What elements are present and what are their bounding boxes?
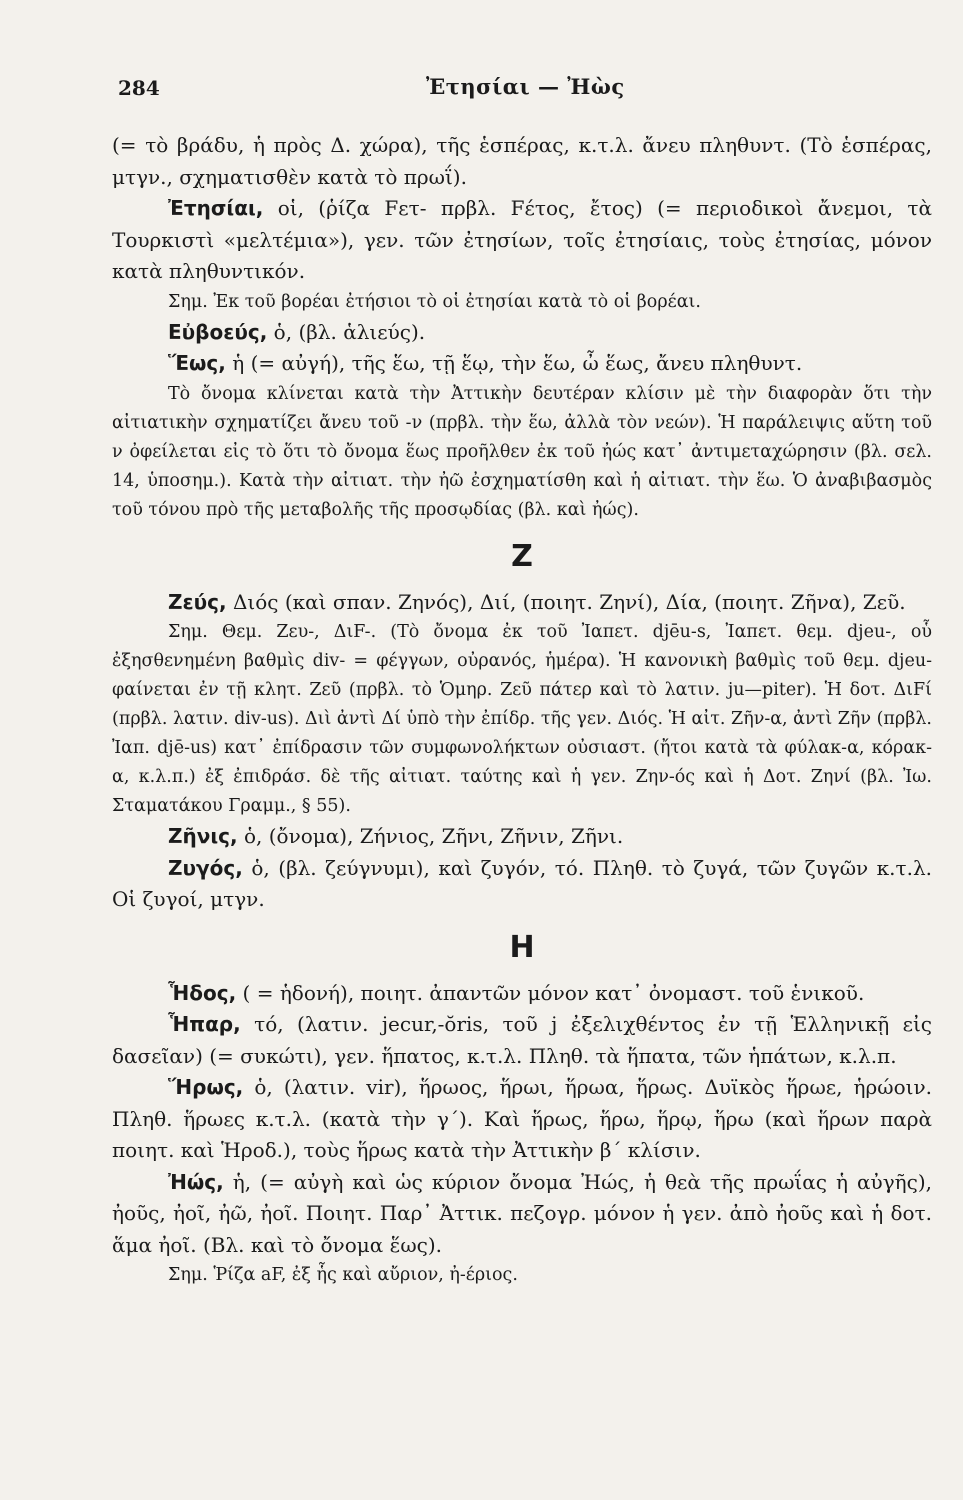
headword: Ἠώς,	[168, 1169, 224, 1194]
headword: Ἧδος,	[168, 980, 237, 1005]
page-body	[112, 130, 932, 1290]
headword: Ἕως,	[168, 351, 226, 375]
entry-hedos	[112, 978, 932, 1010]
entry-text: οἱ, (ῥίζα Fετ- πρβλ. Fέτος, ἔτος) (= περιοδικοὶ ἄνεμοι, τὰ Τουρκιστὶ «μελτέμια»), γεν. τῶν ἐτησίων, τοῖς ἐτησίαις, τοὺς ἐτησίας, μόνον κατὰ πληθυντικόν.	[112, 196, 932, 283]
entry-text: Διός (καὶ σπαν. Ζηνός), Διί, (ποιητ. Ζηνί), Δία, (ποιητ. Ζῆνα), Ζεῦ.	[226, 589, 906, 614]
note-etesiai: Σημ. Ἐκ τοῦ βορέαι ἐτήσιοι τὸ οἱ ἐτησίαι κατὰ τὸ οἱ βορέαι.	[168, 291, 701, 312]
entry-heros	[112, 1072, 932, 1167]
entry-text: ἡ (= αὐγή), τῆς ἕω, τῇ ἕῳ, τὴν ἕω, ὦ ἕως, ἄνευ πληθυντ.	[225, 351, 803, 375]
entry-zeus	[112, 587, 932, 619]
entry-eos	[112, 1167, 932, 1262]
headword: Ἥρως,	[168, 1075, 244, 1099]
note-zeus: Σημ. Θεμ. Ζευ-, ΔιF-. (Τὸ ὄνομα ἐκ τοῦ Ἰαπετ. djēu-s, Ἰαπετ. θεμ. djeu-, οὗ ἐξησθενημένη βαθμὶς div- = φέγγων, οὐρανός, ἡμέρα). Ἡ κανονικὴ βαθμὶς τοῦ θεμ. djeu- φαίνεται ἐν τῇ κλητ. Ζεῦ (πρβλ. τὸ Ὁμηρ. Ζεῦ πάτερ καὶ τὸ λατιν. ju—piter). Ἡ δοτ. ΔιFί (πρβλ. λατιν. div-us). Διὶ ἀντὶ Δί ὑπὸ τὴν ἐπίδρ. τῆς γεν. Διός. Ἡ αἰτ. Ζῆν-α, ἀντὶ Ζῆν (πρβλ. Ἰαπ. djē-us) κατ᾽ ἐπίδρασιν τῶν συμφωνολήκτων οὐσιαστ. (ἤτοι κατὰ τὰ φύλακ-α, κόρακ-α, κ.λ.π.) ἐξ ἐπιδράσ. δὲ τῆς αἰτιατ. ταύτης καὶ ἡ γεν. Ζην-ός καὶ ἡ Δοτ. Ζηνί (βλ. Ἰω. Σταματάκου Γραμμ., § 55).	[112, 622, 932, 816]
entry-text: ἡ, (= αὐγὴ καὶ ὡς κύριον ὄνομα Ἠώς, ἡ θεὰ τῆς πρωΐας ἡ αὐγῆς), ἠοῦς, ἠοῖ, ἠῶ, ἠοῖ. Ποιητ. Παρ᾽ Ἀττικ. πεζογρ. μόνον ἡ γεν. ἀπὸ ἠοῦς καὶ ἡ δοτ. ἅμα ἠοῖ. (Βλ. καὶ τὸ ὄνομα ἕως).	[112, 1169, 932, 1257]
entry-euboeus	[112, 317, 932, 349]
entry-text: ( = ἡδονή), ποιητ. ἀπαντῶν μόνον κατ᾽ ὀνομαστ. τοῦ ἑνικοῦ.	[236, 980, 865, 1005]
entry-heos	[112, 348, 932, 380]
section-letter-eta: Η	[509, 929, 535, 965]
page-header	[118, 72, 923, 108]
headword: Ζῆνις,	[168, 824, 238, 848]
entry-text: ὁ, (βλ. ζεύγνυμι), καὶ ζυγόν, τό. Πληθ. τὸ ζυγά, τῶν ζυγῶν κ.τ.λ. Οἱ ζυγοί, μτγν.	[112, 855, 932, 911]
headword: Εὐβοεύς,	[168, 319, 268, 344]
continuation-paragraph: (= τὸ βράδυ, ἡ πρὸς Δ. χώρα), τῆς ἑσπέρας, κ.τ.λ. ἄνευ πληθυντ. (Τὸ ἑσπέρας, μτγν., σχηματισθὲν κατὰ τὸ πρωΐ).	[112, 133, 932, 189]
section-letter-zeta: Ζ	[511, 538, 533, 574]
entry-etesiai	[112, 193, 932, 288]
headword: Ἐτησίαι,	[168, 196, 264, 220]
headword: Ζυγός,	[168, 855, 243, 880]
entry-text: ὁ, (λατιν. vir), ἥρωος, ἥρωι, ἥρωα, ἥρως. Δυϊκὸς ἥρωε, ἡρώοιν. Πληθ. ἥρωες κ.τ.λ. (κατὰ τὴν γ΄). Καὶ ἥρως, ἥρω, ἥρῳ, ἥρω (καὶ ἥρων παρὰ ποιητ. καὶ Ἡροδ.), τοὺς ἥρως κατὰ τὴν Ἀττικὴν β΄ κλίσιν.	[112, 1075, 932, 1162]
headword: Ζεύς,	[168, 589, 227, 614]
entry-zenis	[112, 821, 932, 853]
running-head: Ἐτησίαι — Ἠὼς	[426, 74, 625, 99]
page-number: 284	[118, 76, 160, 100]
entry-text: τό, (λατιν. jecur,-ŏris, τοῦ j ἐξελιχθέντος ἐν τῇ Ἑλληνικῇ εἰς δασεῖαν) (= συκώτι), γεν. ἥπατος, κ.τ.λ. Πληθ. τὰ ἥπατα, τῶν ἡπάτων, κ.λ.π.	[112, 1012, 932, 1068]
entry-text: ὁ, (ὄνομα), Ζήνιος, Ζῆνι, Ζῆνιν, Ζῆνι.	[237, 824, 624, 848]
entry-text: ὁ, (βλ. ἁλιεύς).	[267, 319, 426, 344]
entry-hepar	[112, 1009, 932, 1072]
entry-zygos	[112, 853, 932, 916]
note-eos: Σημ. Ῥίζα aF, ἐξ ἧς καὶ αὔριον, ἠ-έριος.	[168, 1265, 518, 1285]
headword: Ἧπαρ,	[168, 1012, 241, 1036]
note-heos: Τὸ ὄνομα κλίνεται κατὰ τὴν Ἀττικὴν δευτέραν κλίσιν μὲ τὴν διαφορὰν ὅτι τὴν αἰτιατικὴν σχηματίζει ἄνευ τοῦ -ν (πρβλ. τὴν ἕω, ἀλλὰ τὸν νεών). Ἡ παράλειψις αὕτη τοῦ ν ὀφείλεται εἰς τὸ ὅτι τὸ ὄνομα ἕως προῆλθεν ἐκ τοῦ ἠώς κατ᾽ ἀντιμεταχώρησιν (βλ. σελ. 14, ὑποσημ.). Κατὰ τὴν αἰτιατ. τὴν ἠῶ ἐσχηματίσθη καὶ ἡ αἰτιατ. τὴν ἕω. Ὁ ἀναβιβασμὸς τοῦ τόνου πρὸ τῆς μεταβολῆς τῆς προσῳδίας (βλ. καὶ ἠώς).	[112, 383, 932, 520]
